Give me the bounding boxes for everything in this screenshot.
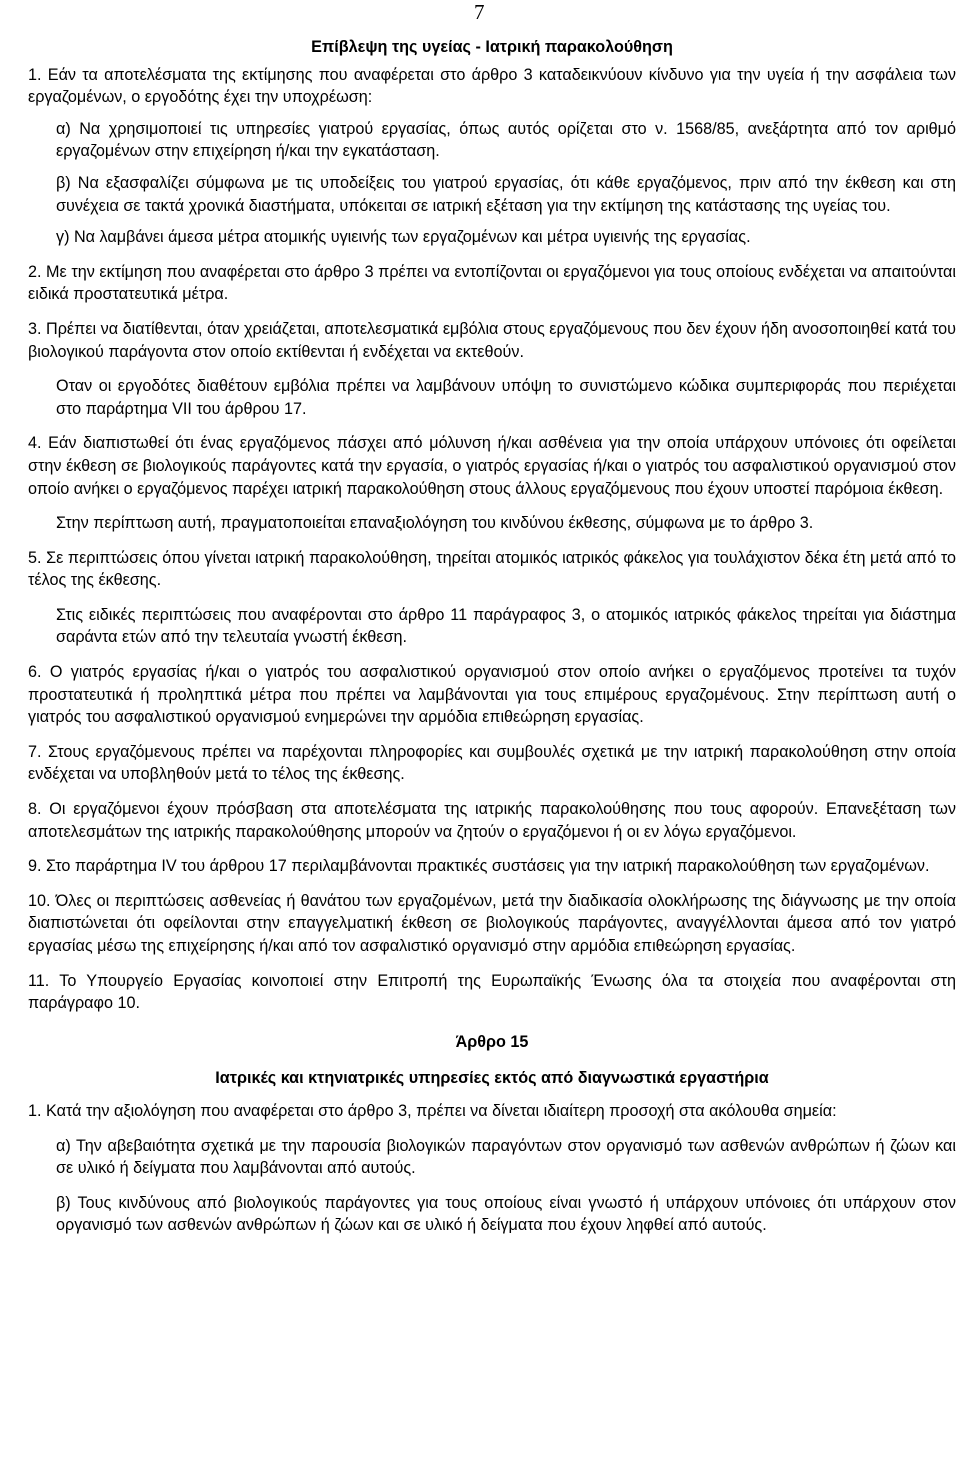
paragraph-11: 11. Το Υπουργείο Εργασίας κοινοποιεί στην Επιτροπή της Ευρωπαϊκής Ένωσης όλα τα στοιχεία που αναφέρονται στη παράγραφο 10. — [28, 971, 956, 1013]
article-paragraph-1a: α) Την αβεβαιότητα σχετικά με την παρουσία βιολογικών παραγόντων στον οργανισμό των ασθενών ανθρώπων ή ζώων και σε υλικό ή δείγματα που λαμβάνονται από αυτούς. — [56, 1136, 956, 1178]
article-paragraph-1b: β) Τους κινδύνους από βιολογικούς παράγοντες για τους οποίους είναι γνωστό ή υπάρχουν υπόνοιες ότι υπάρχουν στον οργανισμό των ασθενών ανθρώπων ή ζώων και σε υλικό ή δείγματα που έχουν ληφθεί από αυτούς. — [56, 1193, 956, 1235]
paragraph-1b: β) Να εξασφαλίζει σύμφωνα με τις υποδείξεις του γιατρού εργασίας, ότι κάθε εργαζόμενος, πριν από την έκθεση και στη συνέχεια σε τακτά χρονικά διαστήματα, υπόκειται σε ιατρική εξέταση για την εκτίμηση της κατάστασης της υγείας του. — [56, 173, 956, 215]
paragraph-3: 3. Πρέπει να διατίθενται, όταν χρειάζεται, αποτελεσματικά εμβόλια στους εργαζόμενους που δεν έχουν ήδη ανοσοποιηθεί κατά του βιολογικού παράγοντα στον οποίο εκτίθενται ή ενδέχεται να εκτεθούν. — [28, 319, 956, 361]
paragraph-5: 5. Σε περιπτώσεις όπου γίνεται ιατρική παρακολούθηση, τηρείται ατομικός ιατρικός φάκελος για τουλάχιστον δέκα έτη μετά από το τέλος της έκθεσης. — [28, 548, 956, 590]
paragraph-4: 4. Εάν διαπιστωθεί ότι ένας εργαζόμενος πάσχει από μόλυνση ή/και ασθένεια για την οποία υπάρχουν υπόνοιες ότι οφείλεται στην έκθεση σε βιολογικούς παράγοντες κατά την εργασία, ο γιατρός εργασίας ή/και ο γιατρός του ασφαλιστικού οργανισμού στον οποίο ανήκει ο εργαζόμενος παρέχει ιατρική παρακολούθηση στους άλλους εργαζόμενους που έχουν υποστεί παρόμοια έκθεση. — [28, 434, 956, 498]
paragraph-7: 7. Στους εργαζόμενους πρέπει να παρέχονται πληροφορίες και συμβουλές σχετικά με την ιατρική παρακολούθηση στην οποία ενδέχεται να υποβληθούν μετά το τέλος της έκθεσης. — [28, 742, 956, 784]
paragraph-1a: α) Να χρησιμοποιεί τις υπηρεσίες γιατρού εργασίας, όπως αυτός ορίζεται στο ν. 1568/85, ανεξάρτητα από τον αριθμό εργαζομένων στην επιχείρηση ή/και την εγκατάσταση. — [56, 119, 956, 161]
article-title: Ιατρικές και κτηνιατρικές υπηρεσίες εκτός από διαγνωστικά εργαστήρια — [215, 1069, 769, 1088]
document-body — [28, 36, 956, 1237]
article-paragraph-1: 1. Κατά την αξιολόγηση που αναφέρεται στο άρθρο 3, πρέπει να δίνεται ιδιαίτερη προσοχή στα ακόλουθα σημεία: — [28, 1101, 837, 1120]
paragraph-9: 9. Στο παράρτημα IV του άρθρου 17 περιλαμβάνονται πρακτικές συστάσεις για την ιατρική παρακολούθηση των εργαζομένων. — [28, 857, 930, 876]
paragraph-10: 10. Όλες οι περιπτώσεις ασθενείας ή θανάτου των εργαζομένων, μετά την διαδικασία ολοκλήρωσης της διάγνωσης με την οποία διαπιστώνεται ότι οφείλονται στην επαγγελματική έκθεση σε βιολογικούς παράγοντες, αναγγέλλονται άμεσα από τον γιατρό εργασίας μέσω της επιχείρησης ή/και από τον ασφαλιστικό οργανισμό στην αρμόδια επιθεώρηση εργασίας. — [28, 891, 956, 955]
paragraph-4b: Στην περίπτωση αυτή, πραγματοποιείται επαναξιολόγηση του κινδύνου έκθεσης, σύμφωνα με το άρθρο 3. — [56, 514, 814, 533]
paragraph-1: 1. Εάν τα αποτελέσματα της εκτίμησης που αναφέρεται στο άρθρο 3 καταδεικνύουν κίνδυνο για την υγεία ή την ασφάλεια των εργαζομένων, ο εργοδότης έχει την υποχρέωση: — [28, 65, 956, 107]
paragraph-8: 8. Οι εργαζόμενοι έχουν πρόσβαση στα αποτελέσματα της ιατρικής παρακολούθησης που τους αφορούν. Επανεξέταση των αποτελεσμάτων της ιατρικής παρακολούθησης μπορούν να ζητούν ο εργαζόμενοι ή οι εν λόγω εργαζόμενοι. — [28, 800, 956, 841]
paragraph-3b: Οταν οι εργοδότες διαθέτουν εμβόλια πρέπει να λαμβάνουν υπόψη το συνιστώμενο κώδικα συμπεριφοράς που περιέχεται στο παράρτημα VII του άρθρου 17. — [56, 377, 956, 418]
section-heading: Επίβλεψη της υγείας - Ιατρική παρακολούθηση — [311, 38, 673, 56]
article-number: Άρθρο 15 — [455, 1032, 529, 1051]
paragraph-1c: γ) Να λαμβάνει άμεσα μέτρα ατομικής υγιεινής των εργαζομένων και μέτρα υγιεινής της εργασίας. — [56, 228, 751, 247]
paragraph-5b: Στις ειδικές περιπτώσεις που αναφέρονται στο άρθρο 11 παράγραφος 3, ο ατομικός ιατρικός φάκελος τηρείται για διάστημα σαράντα ετών από την τελευταία γνωστή έκθεση. — [56, 605, 956, 647]
page-number: 7 — [474, 0, 485, 24]
paragraph-2: 2. Με την εκτίμηση που αναφέρεται στο άρθρο 3 πρέπει να εντοπίζονται οι εργαζόμενοι για τους οποίους ενδέχεται να απαιτούνται ειδικά προστατευτικά μέτρα. — [28, 262, 956, 304]
paragraph-6: 6. Ο γιατρός εργασίας ή/και ο γιατρός του ασφαλιστικού οργανισμού στον οποίο ανήκει ο εργαζόμενος προτείνει τα τυχόν προστατευτικά ή προληπτικά μέτρα που πρέπει να λαμβάνονται για τους επιμέρους εργαζομένους. Στην περίπτωση αυτή ο γιατρός του ασφαλιστικού οργανισμού ενημερώνει την αρμόδια επιθεώρηση εργασίας. — [28, 663, 956, 727]
